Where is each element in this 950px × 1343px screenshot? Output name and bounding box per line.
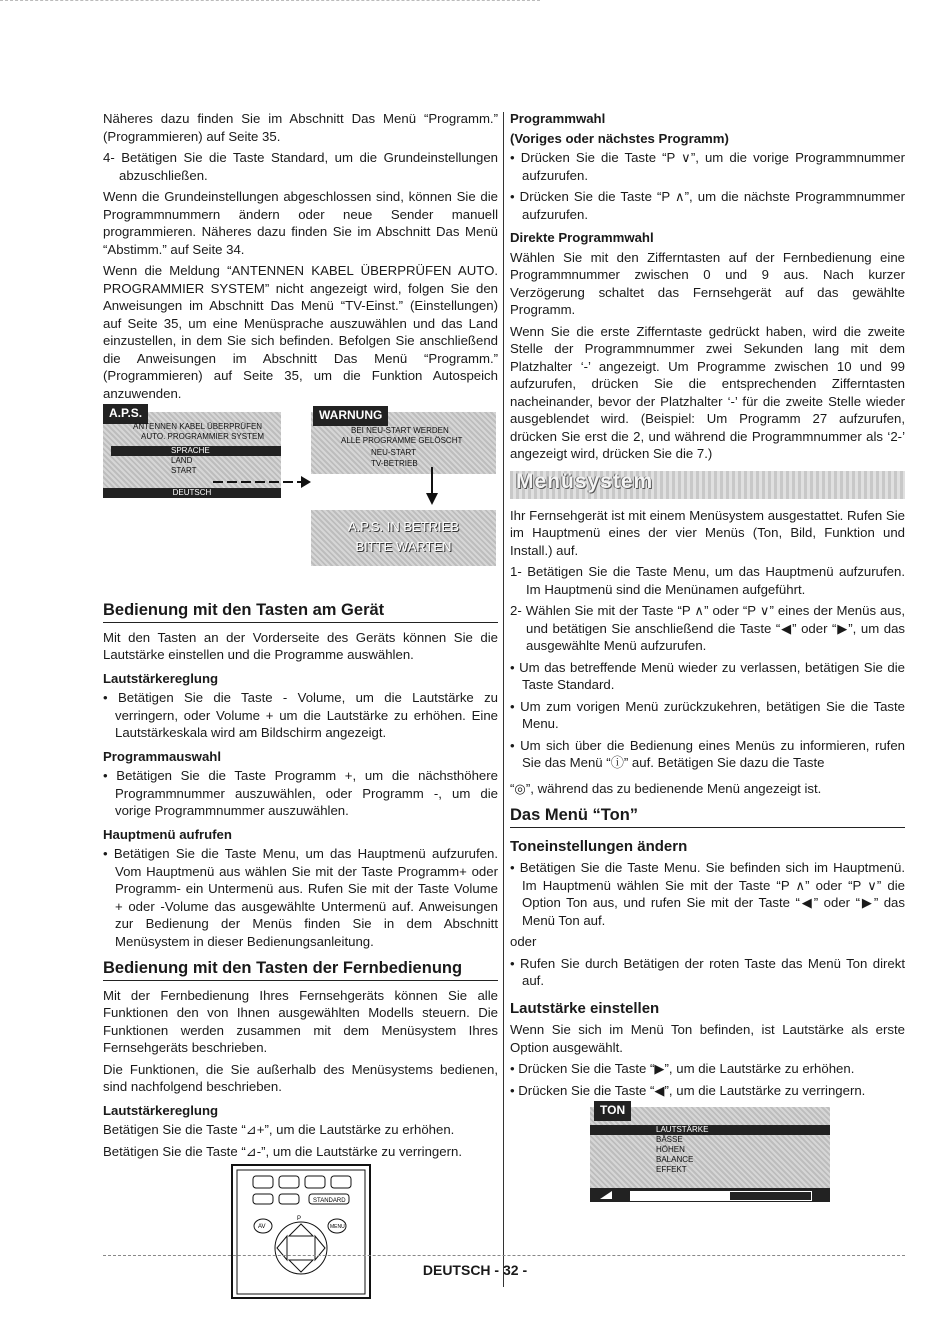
warning-line1: BEI NEU-START WERDEN — [351, 426, 449, 435]
volume-bar-fill — [631, 1192, 730, 1200]
paragraph: Mit den Tasten an der Vorderseite des Geräts können Sie die Lautstärke einstellen und die Programme auswählen. — [103, 629, 498, 662]
heading-remote: Bedienung mit den Tasten der Fernbedienung — [103, 960, 498, 981]
warning-screen — [311, 408, 496, 474]
heading-lautstaerke: Lautstärke einstellen — [510, 999, 660, 1017]
menu-label: MENU — [330, 1224, 345, 1230]
ton-item: LAUTSTÄRKE — [590, 1125, 830, 1135]
step-2: 2- Wählen Sie mit der Taste “P ∧” oder “P ∨” eines der Menüs aus, und betätigen Sie anschließend die Taste “◀” oder “▶”, um das ausgewählte Menü aufzurufen. — [510, 603, 905, 653]
subheading: Programmauswahl — [103, 748, 221, 764]
top-border — [0, 0, 540, 2]
aps-item: LAND — [171, 456, 193, 465]
paragraph: Die Funktionen, die Sie außerhalb des Menüsystems bedienen, sind nachfolgend beschrieben. — [103, 1061, 498, 1094]
left-column — [103, 110, 498, 1299]
subheading: Hauptmenü aufrufen — [103, 826, 232, 842]
aps-language: DEUTSCH — [103, 488, 281, 498]
aps-line2: AUTO. PROGRAMMIER SYSTEM — [141, 432, 264, 441]
busy-line1: A.P.S. IN BETRIEB — [347, 519, 460, 534]
warning-opt1: NEU-START — [371, 448, 417, 457]
heading-device: Bedienung mit den Tasten am Gerät — [103, 602, 498, 623]
ton-item: HÖHEN — [656, 1145, 685, 1154]
arrow-down-icon — [424, 467, 440, 507]
banner-title: Menüsystem — [516, 469, 654, 493]
step-1: 1- Betätigen Sie die Taste Menu, um das Hauptmenü aufzurufen. Im Hauptmenü sind die Menünamen aufgeführt. — [510, 564, 905, 597]
aps-badge: A.P.S. — [103, 404, 148, 424]
ton-screen — [590, 1103, 830, 1202]
paragraph: Wenn Sie sich im Menü Ton befinden, ist Lautstärke als erste Option ausgewählt. — [510, 1022, 905, 1055]
p-label: P — [297, 1216, 302, 1222]
busy-screen — [311, 510, 496, 566]
bullet: • Um zum vorigen Menü zurückzukehren, betätigen Sie die Taste Menu. — [510, 698, 905, 731]
bullet: • Betätigen Sie die Taste - Volume, um die Lautstärke zu verringern, oder Volume + um die Lautstärke zu erhöhen. Eine Lautstärkeskala wird am Bildschirm angezeigt. — [103, 690, 498, 740]
volume-bar — [630, 1191, 812, 1201]
ton-menu — [590, 1125, 830, 1175]
paragraph: Mit der Fernbedienung Ihres Fernsehgeräts können Sie alle Funktionen den von Ihnen ausgewählten Modells steuern. Die Funktionen werden zusammen mit dem Menüsystem Ihres Fernsehgeräts beschrieben. — [103, 987, 498, 1055]
aps-line1: ANTENNEN KABEL ÜBERPRÜFEN — [133, 422, 263, 431]
right-column — [510, 110, 905, 1202]
bullet: • Um das betreffende Menü wieder zu verlassen, betätigen Sie die Taste Standard. — [510, 659, 905, 692]
step-4: 4- Betätigen Sie die Taste Standard, um die Grundeinstellungen abzuschließen. — [103, 150, 498, 183]
av-label: AV — [258, 1224, 266, 1230]
subheading: Direkte Programmwahl — [510, 230, 654, 245]
subheading: Programmwahl — [510, 111, 606, 126]
bullet: • Drücken Sie die Taste “P ∨”, um die vorige Programmnummer aufzurufen. — [510, 150, 905, 183]
arrow-right-icon — [213, 472, 313, 492]
bullet: • Drücken Sie die Taste “▶”, um die Lautstärke zu erhöhen. — [510, 1061, 855, 1076]
ton-item: BALANCE — [656, 1155, 694, 1164]
aps-figure — [103, 406, 498, 592]
page-footer: DEUTSCH - 32 - — [422, 1262, 528, 1278]
ton-volume-row — [590, 1188, 830, 1202]
paragraph: Betätigen Sie die Taste “⊿-”, um die Lautstärke zu verringern. — [103, 1143, 462, 1159]
aps-item: START — [171, 466, 197, 475]
ton-badge: TON — [594, 1101, 631, 1121]
bullet: • Drücken Sie die Taste “◀”, um die Lautstärke zu verringern. — [510, 1082, 866, 1098]
paragraph: Wählen Sie mit den Zifferntasten auf der Fernbedienung eine Programmnummer zwischen 0 und 9 aus. Nach kurzer Verzögerung schaltet das Fernsehgerät auf das gewählte Programm. — [510, 249, 905, 317]
warning-line2: ALLE PROGRAMME GELÖSCHT — [341, 436, 463, 445]
column-divider — [503, 112, 504, 1287]
bullet: • Rufen Sie durch Betätigen der roten Taste das Menü Ton direkt auf. — [510, 955, 905, 988]
ton-item: BÄSSE — [656, 1135, 683, 1144]
section-banner — [510, 471, 905, 499]
subheading: Lautstärkereglung — [103, 1102, 219, 1118]
paragraph: Ihr Fernsehgerät ist mit einem Menüsystem ausgestattet. Rufen Sie im Hauptmenü eines der vier Menüs (Ton, Bild, Funktion und Install.) auf. — [510, 507, 905, 558]
remote-control-illustration — [231, 1164, 371, 1299]
busy-line2: BITTE WARTEN — [355, 538, 452, 554]
subheading: (Voriges oder nächstes Programm) — [510, 130, 729, 146]
paragraph: Betätigen Sie die Taste “⊿+”, um die Lautstärke zu erhöhen. — [103, 1122, 455, 1137]
ton-item: EFFEKT — [656, 1165, 687, 1174]
heading-ton: Das Menü “Ton” — [510, 807, 905, 828]
bullet: • Um sich über die Bedienung eines Menüs zu informieren, rufen Sie das Menü “ⓘ” auf. Betätigen Sie dazu die Taste — [510, 737, 905, 770]
paragraph: Wenn die Grundeinstellungen abgeschlossen sind, können Sie die Programmnummern ändern oder neue Sender manuell programmieren. Näheres dazu finden Sie im Abschnitt Das Menü “Abstimm.” auf Seite 34. — [103, 189, 498, 257]
paragraph: Wenn Sie die erste Zifferntaste gedrückt haben, wird die zweite Stelle der Programmnummer zwei Sekunden lang mit dem Platzhalter ‘-’ angezeigt. Um Programme zwischen 10 und 99 aufzurufen, drücken Sie die entsprechenden Zifferntasten nacheinander, bevor der Platzhalter ‘-’ für die zweite Stelle wieder ausgeblendet wird. (Beispiel: Um Programm 27 aufzurufen, drücken Sie erst die 2, und während die Programmnummer als ‘2-’ angezeigt wird, drücken Sie die 7.) — [510, 323, 905, 461]
speaker-icon — [600, 1191, 612, 1199]
heading-toneinstellungen: Toneinstellungen ändern — [510, 837, 688, 855]
oder-text: oder — [510, 934, 537, 949]
aps-item: SPRACHE — [111, 446, 281, 456]
intro-text: Näheres dazu finden Sie im Abschnitt Das Menü “Programm.” (Programmieren) auf Seite 35. — [103, 111, 498, 144]
bullet: • Betätigen Sie die Taste Programm +, um die nächsthöhere Programmnummer auszuwählen, oder Programm -, um die vorige Programmnummer auszuwählen. — [103, 768, 498, 818]
subheading: Lautstärkereglung — [103, 670, 219, 686]
paragraph: “◎”, während das zu bedienende Menü angezeigt ist. — [510, 780, 822, 796]
bullet: • Betätigen Sie die Taste Menu, um das Hauptmenü aufzurufen. Vom Hauptmenü aus wählen Sie mit der Taste Programm+ oder Programm- ein Untermenü aus. Rufen Sie mit der Taste Volume + oder -Volume das ausgewählte Untermenü auf. Anweisungen zur Bedienung der Menüs finden Sie in dem Abschnitt Menüsystem in dieser Bedienungsanleitung. — [103, 846, 498, 949]
standard-label: STANDARD — [313, 1198, 346, 1204]
footer-rule — [103, 1255, 905, 1256]
warning-opt2: TV-BETRIEB — [371, 459, 418, 468]
bullet: • Betätigen Sie die Taste Menu. Sie befinden sich im Hauptmenü. Im Hauptmenü wählen Sie mit der Taste “P ∧” oder “P ∨” die Option Ton aus, und rufen Sie mit der Taste “◀” oder “▶” das Menü Ton auf. — [510, 860, 905, 928]
warning-badge: WARNUNG — [313, 406, 388, 426]
bullet: • Drücken Sie die Taste “P ∧”, um die nächste Programmnummer aufzurufen. — [510, 189, 905, 222]
paragraph: Wenn die Meldung “ANTENNEN KABEL ÜBERPRÜFEN AUTO. PROGRAMMIER SYSTEM” nicht angezeigt wird, folgen Sie den Anweisungen im Abschnitt Das Menü “TV-Einst.” (Einstellungen) auf Seite 35, um eine Menüsprache auszuwählen und das Land einzustellen, in dem Sie sich befinden. Befolgen Sie anschließend die Anweisungen im Abschnitt Das Menü “Programm.” (Programmieren) auf Seite 35, um die Funktion Autospeich anzuwenden. — [103, 263, 498, 401]
